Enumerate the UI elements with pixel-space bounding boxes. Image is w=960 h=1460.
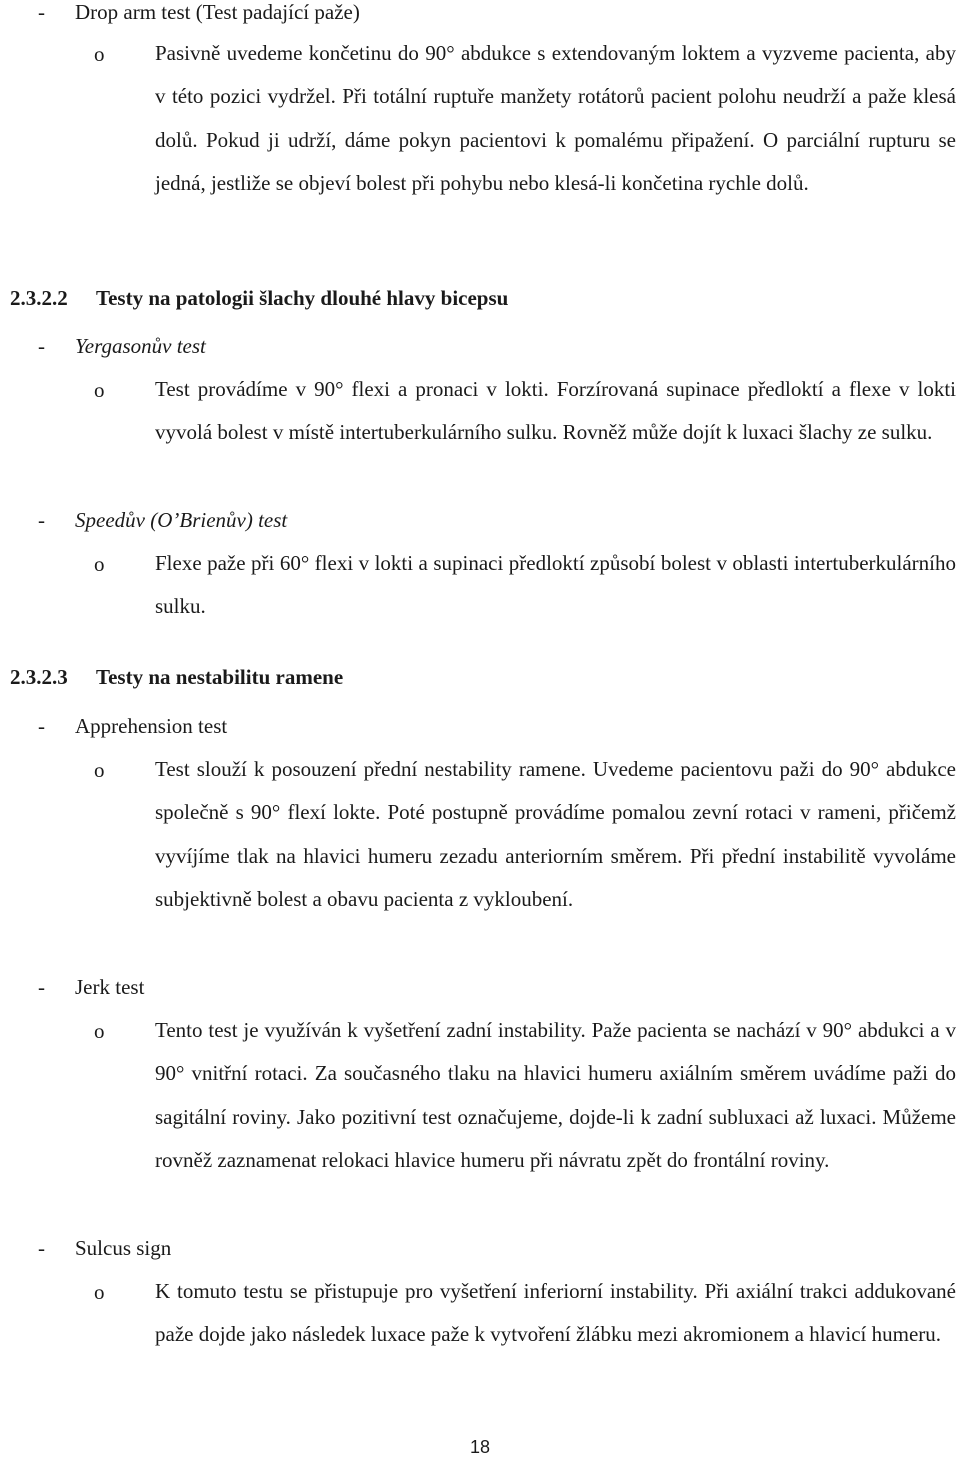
test-name-apprehension: Apprehension test [75,714,228,738]
list-bullet: o [94,42,105,66]
list-bullet: o [94,758,105,782]
test-description-yergason: Test provádíme v 90° flexi a pronaci v lokti. Forzírovaná supinace předloktí a flexe v lokti vyvolá bolest v místě intertuberkulárního sulku. Rovněž může dojít k luxaci šlachy ze sulku. [155,377,956,445]
list-dash: - [38,714,45,738]
list-dash: - [38,0,45,24]
test-description-apprehension: Test slouží k posouzení přední nestability ramene. Uvedeme pacientovu paži do 90° abdukce společně s 90° flexí lokte. Poté postupně provádíme pomalou zevní rotaci v rameni, přičemž vyvíjíme tlak na hlavici humeru zezadu anteriorním směrem. Při přední instabilitě vyvoláme subjektivně bolest a obavu pacienta z vykloubení. [155,757,956,911]
section-number: 2.3.2.3 [10,665,68,689]
list-dash: - [38,975,45,999]
test-name-jerk: Jerk test [75,975,145,999]
list-dash: - [38,334,45,358]
test-name-drop-arm [75,0,360,24]
test-description-speed: Flexe paže při 60° flexi v lokti a supinaci předloktí způsobí bolest v oblasti intertuberkulárního sulku. [155,551,956,619]
list-bullet: o [94,552,105,576]
list-dash: - [38,508,45,532]
list-bullet: o [94,378,105,402]
list-dash: - [38,1236,45,1260]
section-title: Testy na patologii šlachy dlouhé hlavy bicepsu [96,286,509,310]
test-description-jerk: Tento test je využíván k vyšetření zadní instability. Paže pacienta se nachází v 90° abdukci a v 90° vnitřní rotaci. Za současného tlaku na hlavici humeru axiálním směrem uvádíme paži do sagitální roviny. Jako pozitivní test označujeme, dojde-li k zadní subluxaci až luxaci. Můžeme rovněž zaznamenat relokaci hlavice humeru při návratu zpět do frontální roviny. [155,1018,956,1172]
test-description-sulcus: K tomuto testu se přistupuje pro vyšetření inferiorní instability. Při axiální trakci addukované paže dojde jako následek luxace paže k vytvoření žlábku mezi akromionem a hlavicí humeru. [155,1279,956,1347]
section-heading-2322 [10,286,508,310]
list-bullet: o [94,1280,105,1304]
test-name-label: Drop arm test (Test padající paže) [75,0,360,24]
test-name-sulcus: Sulcus sign [75,1236,172,1260]
section-heading-2323 [10,665,343,689]
section-title: Testy na nestabilitu ramene [96,665,344,689]
list-bullet: o [94,1019,105,1043]
section-number: 2.3.2.2 [10,286,68,310]
test-description-drop-arm: Pasivně uvedeme končetinu do 90° abdukce s extendovaným loktem a vyzveme pacienta, aby v této pozici vydržel. Při totální ruptuře manžety rotátorů pacient polohu neudrží a paže klesá dolů. Pokud ji udrží, dáme pokyn pacientovi k pomalému připažení. O parciální rupturu se jedná, jestliže se objeví bolest při pohybu nebo klesá-li končetina rychle dolů. [155,41,956,195]
test-name-yergason: Yergasonův test [75,334,206,358]
test-name-speed: Speedův (O’Brienův) test [75,508,288,532]
page-number: 18 [469,1437,491,1457]
